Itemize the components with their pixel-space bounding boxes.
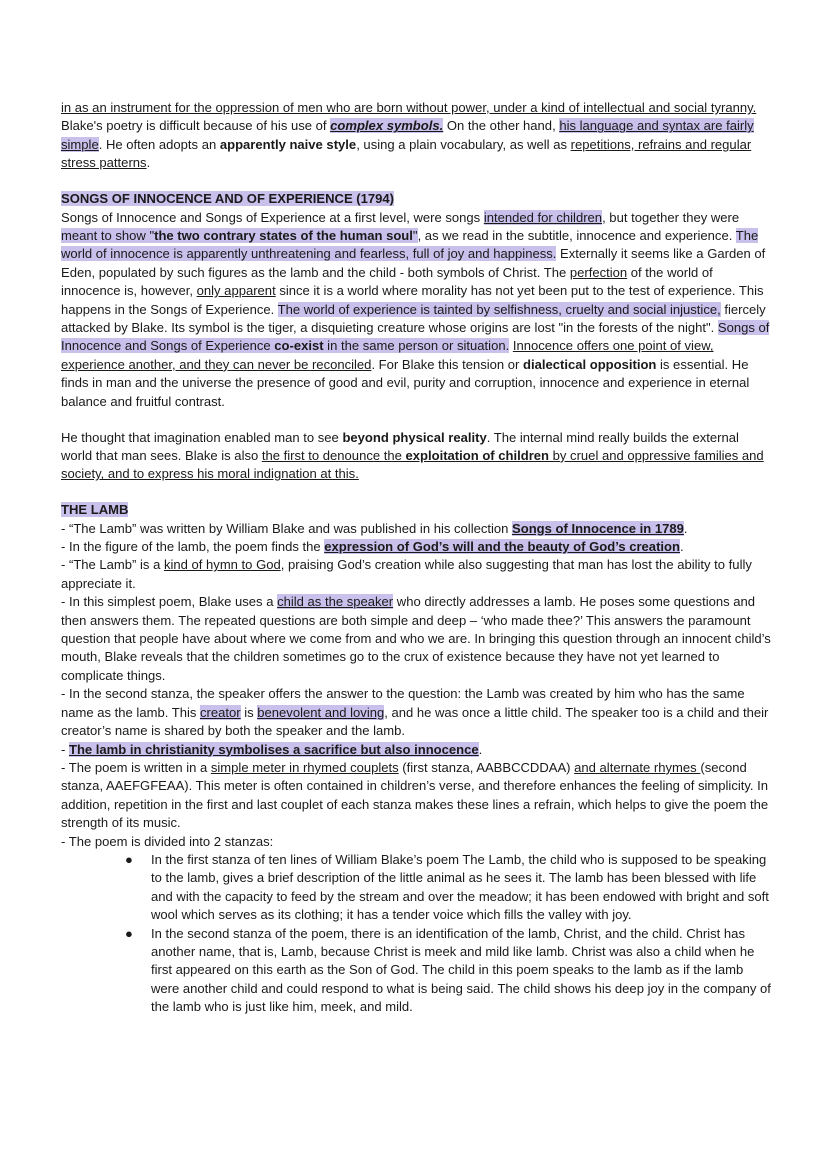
highlighted-text: complex symbols. — [330, 118, 444, 134]
list-item-text: In the first stanza of ten lines of William Blake’s poem The Lamb, the child who is supposed to be speaking to the lamb, gives a brief description of the little animal as he sees it. The lamb has been blessed with life and with the capacity to feed by the stream and over the meadow; it has been endowed with bright and soft wool which serves as its clothing; it has a tender voice which fills the valley with joy. — [151, 851, 769, 923]
text-run: - — [61, 741, 69, 757]
highlighted-text: co-exist — [274, 338, 324, 354]
text-run: - In the second stanza, the speaker offers the answer to the question: the Lamb was created by him who has the same name as the lamb. This — [61, 686, 745, 720]
bold-text: dialectical opposition — [523, 356, 657, 372]
lamb-line-3 — [61, 556, 773, 593]
underlined-text: kind of hymn to God — [163, 557, 281, 573]
highlighted-text: child as the speaker — [277, 594, 394, 610]
intro-paragraph — [61, 99, 773, 173]
underlined-text: the first to denounce the — [261, 447, 406, 463]
text-run: , praising God’s creation while also suggesting that man has lost the ability to fully appreciate it. — [61, 557, 752, 591]
text-run: in as an instrument for the oppression of men who are born without power, under a kind of intellectual and social tyranny. — [61, 100, 757, 115]
highlighted-text: intended for children — [483, 209, 603, 225]
text-run: . For Blake this tension or — [371, 356, 523, 372]
stanza-list — [61, 851, 773, 1017]
highlighted-text: in the same person or situation. — [323, 338, 510, 354]
text-run: . — [478, 741, 483, 757]
text-run: (first stanza, AABBCCDDAA) — [398, 759, 575, 775]
underlined-text: by cruel and oppressive families and society, and to express his moral indignation at this. — [61, 447, 764, 482]
text-run: (second stanza, AAEFGFEAA). This meter is often contained in children’s verse, and therefore enhances the feeling of simplicity. In addition, repetition in the first and last couplet of each stanza makes these lines a refrain, which helps to give the poem the strength of its music. — [61, 759, 769, 831]
highlighted-text: the two contrary states of the human soul — [154, 227, 413, 243]
lamb-line-7 — [61, 759, 773, 833]
underlined-text: simple meter in rhymed couplets — [210, 759, 399, 775]
list-item — [125, 925, 773, 1017]
highlighted-text: The lamb in christianity symbolises a sacrifice but also innocence — [68, 741, 479, 757]
highlighted-text: creator — [200, 704, 241, 720]
text-run: - “The Lamb” was written by William Blake and was published in his collection — [61, 520, 513, 536]
text-run: of the world of innocence is, however, — [61, 264, 713, 299]
text-run: Externally it seems like a Garden of Eden, populated by such figures as the lamb and the child - both symbols of Christ. The — [61, 246, 766, 280]
highlighted-text: benevolent and loving — [257, 704, 385, 720]
text-run: , but together they were — [602, 209, 740, 225]
text-run: is essential. He finds in man and the universe the presence of good and evil, purity and corruption, innocence and experience in eternal balance and fruitful contrast. — [61, 356, 750, 409]
text-run: . — [679, 539, 684, 555]
bullet-icon: ● — [125, 925, 133, 941]
text-run: - The poem is written in a — [61, 759, 211, 775]
text-run: Blake's poetry is difficult because of his use of — [61, 118, 331, 134]
section-heading: THE LAMB — [61, 502, 129, 518]
text-run: , and he was once a little child. The speaker too is a child and their creator’s name is shared by both the speaker and the lamb. — [61, 704, 769, 739]
highlighted-text: meant to show " — [61, 227, 155, 243]
underlined-text: Innocence offers one point of view, experience another, and they can never be reconciled — [61, 338, 714, 372]
text-run: He thought that imagination enabled man to see — [61, 429, 343, 445]
lamb-line-2 — [61, 538, 773, 556]
highlighted-text: his language and syntax are fairly simple — [61, 118, 754, 152]
lamb-line-6 — [61, 741, 773, 759]
lamb-line-4 — [61, 593, 773, 685]
underlined-text: perfection — [569, 264, 628, 280]
highlighted-text: " — [412, 227, 418, 243]
highlighted-text: The world of experience is tainted by selfishness, cruelty and social injustice, — [277, 301, 721, 317]
text-run: , as we read in the subtitle, innocence and experience. — [417, 227, 736, 243]
lamb-line-8: - The poem is divided into 2 stanzas: — [61, 833, 274, 849]
text-run: . — [146, 155, 151, 171]
bullet-icon: ● — [125, 851, 133, 867]
songs-section — [61, 190, 773, 411]
text-run: , using a plain vocabulary, as well as — [356, 136, 571, 152]
text-run: - In this simplest poem, Blake uses a — [61, 594, 278, 610]
lamb-line-1 — [61, 520, 773, 538]
text-run: Songs of Innocence and Songs of Experience at a first level, were songs — [61, 209, 484, 225]
text-run: who directly addresses a lamb. He poses some questions and then answers them. The repeated questions are both simple and deep – ‘who made thee?’ This answers the paramount question that people have about where we come from and who we are. In bringing this question through an innocent child’s mouth, Blake reveals that the children sometimes go to the crux of existence because they have not yet learned to complicate things. — [61, 594, 771, 683]
highlighted-text: The world of innocence is apparently unthreatening and fearless, full of joy and happiness. — [61, 227, 759, 262]
text-run: . He often adopts an — [98, 136, 220, 152]
text-run: - “The Lamb” is a — [61, 557, 164, 573]
underlined-bold-text: exploitation of children — [405, 447, 550, 463]
underlined-text: repetitions, refrains and regular stress patterns — [61, 136, 752, 171]
bold-text: apparently naive style — [219, 136, 357, 152]
list-item — [125, 851, 773, 925]
section-heading: SONGS OF INNOCENCE AND OF EXPERIENCE (1794) — [61, 191, 394, 207]
highlighted-text: Songs of Innocence in 1789 — [512, 520, 684, 536]
text-run: On the other hand, — [443, 118, 560, 134]
underlined-text: and alternate rhymes — [574, 759, 701, 775]
text-run: - In the figure of the lamb, the poem finds the — [61, 539, 325, 555]
imagination-paragraph — [61, 429, 773, 484]
text-run: is — [240, 704, 258, 720]
bold-text: beyond physical reality — [342, 429, 487, 445]
document-body — [61, 99, 773, 1017]
list-item-text: In the second stanza of the poem, there is an identification of the lamb, Christ, and the child. Christ has another name, that is, Lamb, because Christ is meek and mild like lamb. Christ was also a child when he first appeared on this earth as the Son of God. The child in this poem speaks to the lamb as if the lamb were another child and could respond to what is being said. The child shows his deep joy in the company of the lamb who is just like him, meek, and mild. — [151, 925, 771, 1015]
underlined-text: only apparent — [196, 283, 276, 299]
highlighted-text: Songs of Innocence and Songs of Experience — [61, 319, 770, 354]
highlighted-text: expression of God’s will and the beauty of God’s creation — [324, 539, 680, 555]
lamb-line-5 — [61, 685, 773, 740]
text-run: since it is a world where morality has not yet been put to the test of experience. This happens in the Songs of Experience. — [61, 283, 764, 317]
text-run: fiercely attacked by Blake. Its symbol is the tiger, a disquieting creature whose origins are lost "in the forests of the night". — [61, 301, 766, 335]
text-run: . The internal mind really builds the external world that man sees. Blake is also — [61, 429, 739, 463]
text-run: . — [683, 520, 688, 536]
lamb-section — [61, 501, 773, 1016]
